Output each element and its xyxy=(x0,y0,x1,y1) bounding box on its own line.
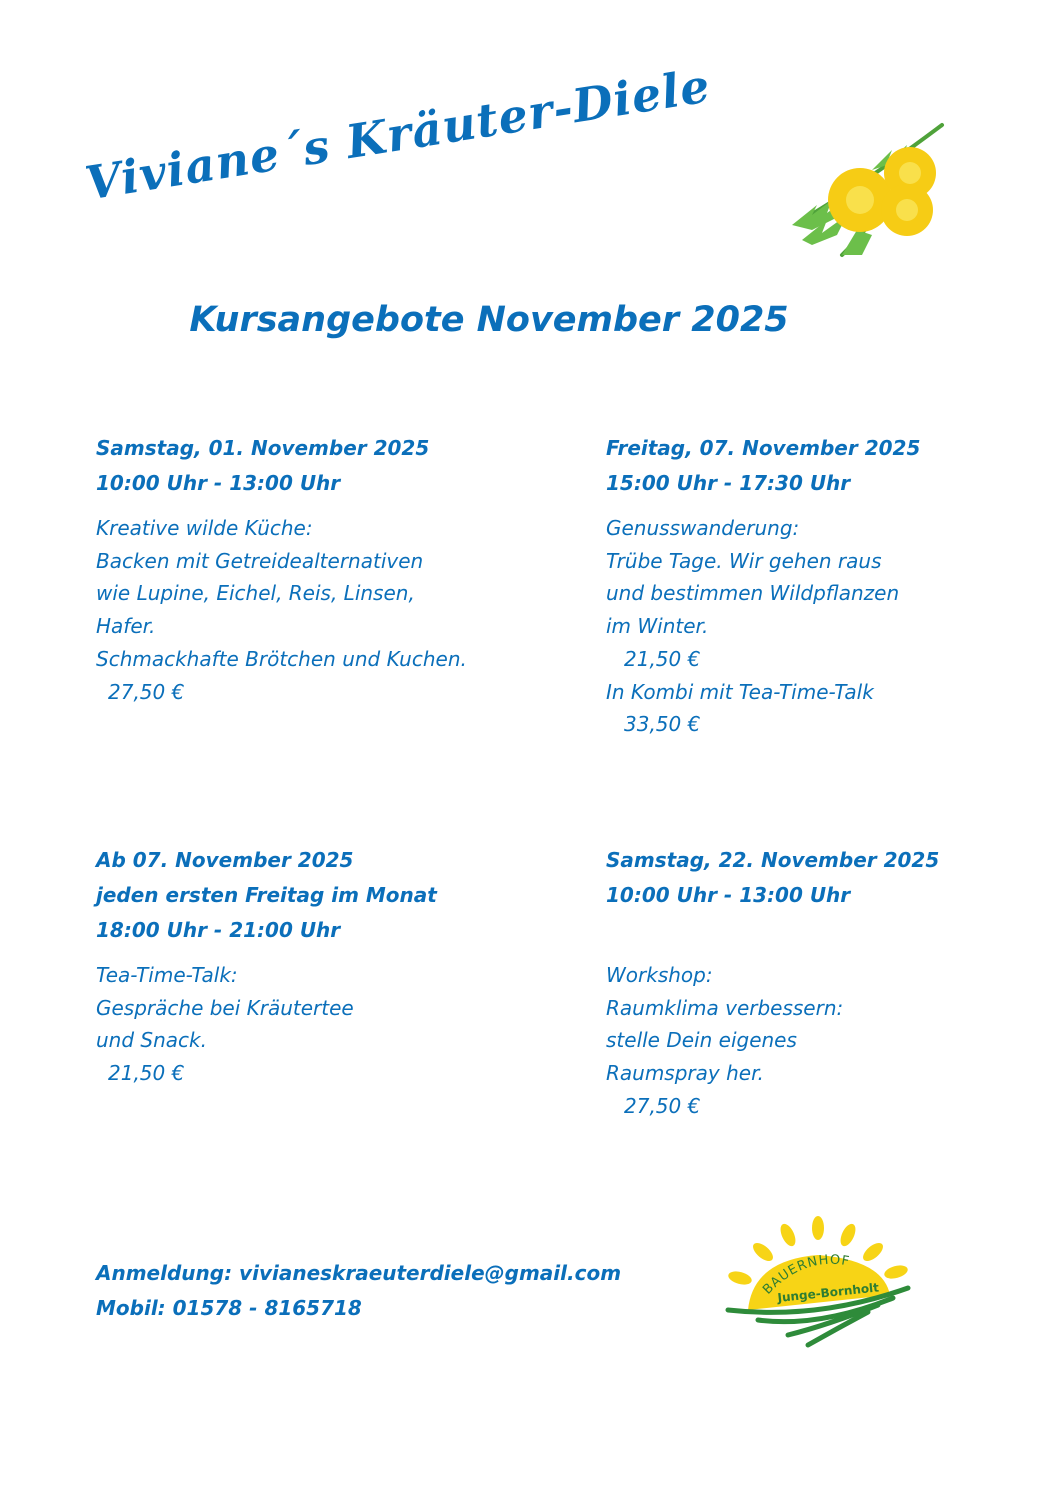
course-block xyxy=(606,431,920,741)
description-line: und bestimmen Wildpflanzen xyxy=(606,581,900,606)
mobile-number: Mobil: 01578 - 8165718 xyxy=(96,1296,362,1320)
description-line: wie Lupine, Eichel, Reis, Linsen, xyxy=(96,581,415,606)
course-time: 10:00 Uhr - 13:00 Uhr xyxy=(606,883,851,907)
course-date: Ab 07. November 2025 xyxy=(96,848,354,872)
description-line: Workshop: xyxy=(606,963,713,987)
description-line: und Snack. xyxy=(96,1028,207,1053)
course-time: 18:00 Uhr - 21:00 Uhr xyxy=(96,918,341,942)
description-line: im Winter. xyxy=(606,614,709,639)
course-time: 15:00 Uhr - 17:30 Uhr xyxy=(606,471,851,495)
course-price: 21,50 € xyxy=(624,646,701,671)
course-recurrence: jeden ersten Freitag im Monat xyxy=(96,883,437,907)
course-price: 27,50 € xyxy=(624,1093,701,1118)
logo-line1: BAUERNHOF xyxy=(760,1252,852,1298)
course-date: Samstag, 01. November 2025 xyxy=(96,436,430,460)
description-line: Gespräche bei Kräutertee xyxy=(96,995,354,1020)
course-time: 10:00 Uhr - 13:00 Uhr xyxy=(96,471,341,495)
course-description xyxy=(96,959,437,1090)
course-description xyxy=(606,512,920,741)
course-description xyxy=(606,959,939,1123)
page-title: Kursangebote November 2025 xyxy=(189,300,789,340)
course-block xyxy=(96,431,467,708)
description-line: Backen mit Getreidealternativen xyxy=(96,548,424,573)
combo-label: In Kombi mit Tea-Time-Talk xyxy=(606,679,874,704)
description-line: stelle Dein eigenes xyxy=(606,1028,797,1053)
dandelion-icon xyxy=(782,115,952,265)
brand-title: Viviane´s Kräuter-Diele xyxy=(81,58,714,211)
registration-email[interactable]: Anmeldung: vivianeskraeuterdiele@gmail.com xyxy=(96,1261,622,1285)
description-line: Tea-Time-Talk: xyxy=(96,963,238,987)
description-line: Hafer. xyxy=(96,614,156,639)
logo-line2: Junge-Bornholt xyxy=(776,1280,880,1305)
description-line: Trübe Tage. Wir gehen raus xyxy=(606,548,882,573)
course-price: 21,50 € xyxy=(108,1061,185,1086)
description-line: Kreative wilde Küche: xyxy=(96,516,313,540)
combo-price: 33,50 € xyxy=(624,712,701,737)
bauernhof-logo-icon xyxy=(718,1210,918,1350)
description-line: Schmackhafte Brötchen und Kuchen. xyxy=(96,646,467,671)
course-price: 27,50 € xyxy=(108,679,185,704)
description-line: Raumspray her. xyxy=(606,1061,764,1086)
description-line: Genusswanderung: xyxy=(606,516,800,540)
course-block xyxy=(96,843,437,1090)
contact-info xyxy=(96,1256,621,1326)
course-block xyxy=(606,843,939,1123)
course-date: Samstag, 22. November 2025 xyxy=(606,848,940,872)
course-description xyxy=(96,512,467,708)
description-line: Raumklima verbessern: xyxy=(606,995,844,1020)
course-date: Freitag, 07. November 2025 xyxy=(606,436,921,460)
